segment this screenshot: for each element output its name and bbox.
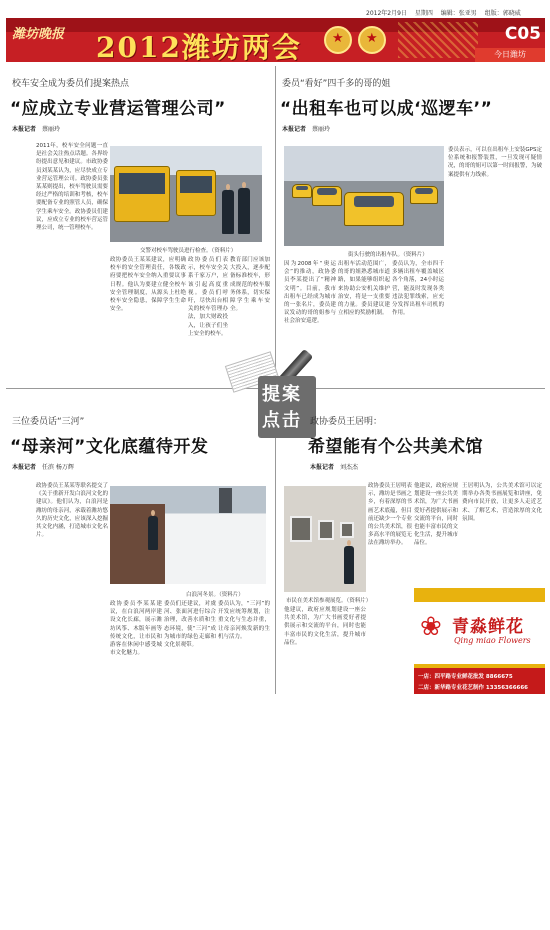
taxi-window — [317, 188, 337, 194]
article1-col2: 政协委员王某某建议，应明确校车的安全管理责任，各级政府要把校车安全纳入重要议事日程。他认为要建立健全校车安全管理制度，从源头上杜绝校车安全隐患，保障学生生命安全。 — [110, 257, 186, 313]
taxi-window — [354, 196, 395, 207]
editor: 编辑：张亚男 — [440, 10, 477, 17]
byline-label: 本报记者 — [12, 126, 37, 133]
article3-col3: 委员们还建议，对虞河、张面河进行综合治理，改善水质和生态环境，使“三河”成为城市的绿色走廊和文化景观带。 — [164, 601, 216, 649]
byline-name: 刘杰杰 — [339, 464, 358, 471]
byline-name: 蔡丽玲 — [311, 126, 330, 133]
taxi-car — [292, 184, 312, 198]
article1-headline: “应成立专业营运管理公司” — [10, 99, 226, 119]
article2-col1: 因为2008年“奥运会”的推动，政协委员李某提出了“精神文明”。目前，我市出租车已经成为城市的一张名片，委员建议发动的哥的姐参与社会治安巡逻。 — [284, 261, 336, 325]
article1-col1: 2011年，校车安全问题一直是社会关注热点话题。各界纷纷提出意见和建议。市政协委员刘某某认为，应尽快成立专业营运管理公司。政协委员张某某则提出，校车驾驶员需要经过严格的培训和考核，校车要配备专业的照管人员，确保学生乘车安全。政协委员们建议，应成立专业的校车营运管理公司，统一管理校车。 — [36, 143, 108, 232]
article3-byline — [12, 462, 74, 471]
article3-kicker: 三位委员话“三河” — [12, 417, 85, 427]
design: 组版：郭晓威 — [484, 10, 521, 17]
article1-col3: 政协委员们表示，校车安全关系千家万户，应该引起高度重视。委员们呼吁，尽快出台相关的校车管理办法，加大财政投入，让孩子们坐上安全的校车。 — [188, 257, 228, 337]
taxi-window — [415, 188, 433, 194]
article4-headline: 希望能有个公共美术馆 — [308, 437, 483, 457]
painting-frame — [318, 520, 334, 540]
article4-photo — [284, 486, 366, 592]
traffic-officer — [238, 188, 250, 234]
article1-caption: 交警对校车驾驶员进行检查。（资料片） — [140, 248, 237, 254]
page-header — [6, 18, 545, 62]
newspaper-page — [6, 6, 545, 696]
article2-col2: 出租车活动范围广，的哥的姐熟悉城市道路，如果能够组织起来协助公安机关维护治安，将是一支重要的力量。委员建议建立相应的奖励机制。 — [338, 261, 390, 317]
section-tab: 今日潍坊 — [475, 48, 545, 62]
ad-row1: 一店：四平路专业鲜花批发 8866675 — [418, 674, 513, 680]
header-pattern — [398, 22, 478, 58]
article1-col4: 教育部门应该加大投入，逐步配备标准校车，形成规范的校车服务体系，切实保障学生乘车安全。 — [230, 257, 270, 313]
bus-window — [119, 173, 164, 194]
traffic-officer — [222, 190, 234, 234]
taxi-car — [410, 186, 438, 204]
article4-col2: 他建议，政府应规划建设一座公共美术馆，为广大书画爱好者提供展示和交流的平台，同时也能丰富市民的文化生活，提升城市品位。 — [414, 483, 458, 547]
article4-col1: 政协委员王居明表示，潍坊是书画之乡，有着深厚的书画艺术底蕴，但目前还缺少一个专业的公共美术馆，很多高水平的展览无法在潍坊举办。 — [368, 483, 412, 547]
article2-photo — [284, 146, 444, 246]
article4-kicker: 政协委员王居明： — [310, 417, 383, 427]
article1-byline — [12, 124, 60, 133]
bus-window — [180, 176, 212, 193]
article4-col1b: 他建议，政府应规划建设一座公共美术馆，为广大书画爱好者提供展示和交流的平台，同时也能丰富市民的文化生活，提升城市品位。 — [284, 607, 366, 646]
article3-photo — [110, 486, 266, 584]
article4-byline — [310, 462, 358, 471]
national-emblem-icon — [324, 26, 352, 54]
pagoda-tower — [219, 488, 231, 513]
ad-shop-name: 青淼鲜花 — [452, 617, 524, 637]
cppcc-emblem-icon — [358, 26, 386, 54]
school-bus — [114, 166, 170, 222]
article1-kicker: 校车安全成为委员们提案热点 — [12, 79, 130, 89]
article1-photo — [110, 146, 262, 242]
school-bus — [176, 170, 216, 216]
flower-shop-ad[interactable] — [414, 588, 545, 694]
issue-weekday: 星期四 — [414, 10, 433, 17]
article2-col4: 委员表示，可以在出租车上安装GPS定位系统和报警装置，一旦发现可疑情况，的哥的姐可以第一时间报警，为破案提供有力线索。 — [448, 147, 542, 178]
article3-col2: 政协委员李某某建议，在白浪河两岸建设文化长廊，展示潍坊风筝、木版年画等传统文化，让市民和游客在休闲中感受城市文化魅力。 — [110, 601, 162, 657]
flower-icon: ❀ — [420, 612, 442, 642]
byline-label: 本报记者 — [310, 464, 335, 471]
article2-col3: 委员认为，全市四千多辆出租车覆盖城区各个角落，24小时运营，能及时发现各类违法犯罪线索，应充分发挥出租车司机的作用。 — [392, 261, 444, 317]
article2-caption: 街头行驶的出租车队。（资料片） — [348, 252, 428, 258]
painting-frame — [340, 522, 354, 538]
taxi-car — [344, 192, 404, 226]
article4-caption: 市民在美术馆参观展览。（资料片） — [286, 598, 372, 604]
article3-headline: “母亲河”文化底蕴待开发 — [10, 437, 209, 457]
visitor-figure — [344, 546, 354, 584]
article2-kicker: 委员“看好”四千多的哥的姐 — [282, 79, 391, 89]
taxi-car — [312, 186, 342, 206]
article3-col4: 委员认为，“三河”的开发应统筹规划，注重文化与生态并重，让母亲河焕发新的生机与活力。 — [218, 601, 270, 640]
article4-col3: 王居明认为，公共美术馆可以定期举办各类书画展览和讲座，免费向市民开放，让更多人走近艺术、了解艺术，营造浓厚的文化氛围。 — [462, 483, 542, 522]
byline-name: 蔡丽玲 — [41, 126, 60, 133]
byline-label: 本报记者 — [282, 126, 307, 133]
byline-name: 任滨 杨万辉 — [41, 464, 74, 471]
page-meta — [366, 8, 527, 17]
painting-frame — [290, 516, 312, 542]
ad-row2: 二店：新华路专业花艺制作 13356366666 — [418, 685, 529, 691]
byline-label: 本报记者 — [12, 464, 37, 471]
callout-line1: 提案 — [262, 384, 302, 405]
walking-person — [148, 516, 158, 550]
callout-line2: 点击 — [262, 410, 302, 431]
taxi-window — [296, 186, 309, 190]
proposal-callout — [228, 344, 320, 440]
article2-byline — [282, 124, 330, 133]
article3-caption: 白浪河冬景。（资料片） — [186, 592, 244, 598]
page-number: C05 — [504, 24, 541, 44]
article3-col1: 政协委员王某某等联名提交了《关于重新开发白浪河文化的建议》。他们认为，白浪河是潍坊的母亲河，承载着潍坊悠久的历史文化，应该深入挖掘其文化内涵，打造城市文化名片。 — [36, 483, 108, 539]
article2-headline: “出租车也可以成‘巡逻车’” — [280, 99, 493, 119]
ad-shop-name-en: Qing miao Flowers — [454, 636, 531, 645]
header-title: 2012潍坊两会 — [96, 31, 302, 62]
paper-logo: 潍坊晚报 — [12, 27, 65, 42]
issue-date: 2012年2月9日 — [366, 10, 407, 17]
